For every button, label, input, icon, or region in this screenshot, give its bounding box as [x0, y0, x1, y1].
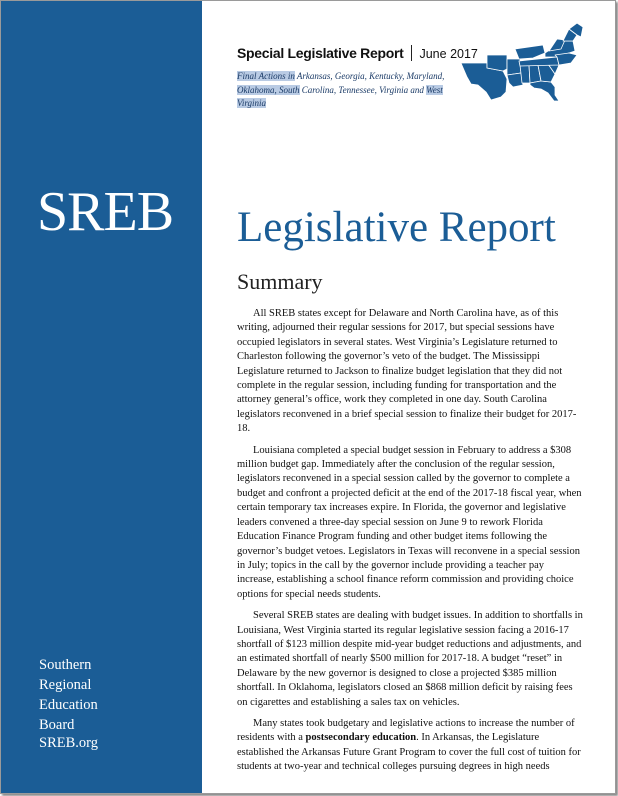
- paragraph: [237, 717, 583, 775]
- paragraph-text: Many states took budgetary and legislative actions to increase the number of residents with a: [237, 717, 575, 744]
- highlighted-text: Oklahoma, South: [237, 84, 300, 95]
- paragraph: Louisiana completed a special budget session in February to address a $308 million budget gap. Immediately after the conclusion of the regular session, legislators reconvened in a special session called by the governor to complete a budget and confront a projected deficit at the end of the 2017-18 fiscal year, when certain temporary tax increases expire. In Florida, the governor and legislative leaders convened a three-day special session on June 9 to rework Florida Education Finance Program funding and other budget items following the governor’s budget vetoes. Legislators in Texas will reconvene in a special session in July; topics in the call by the governor include providing a teacher pay increase, establishing a school finance reform commission and providing choice options for special needs students.: [237, 444, 582, 600]
- website-link[interactable]: SREB.org: [39, 735, 98, 751]
- southern-states-map-icon: [459, 19, 587, 101]
- paragraph: Several SREB states are dealing with budget issues. In addition to shortfalls in Louisiana, West Virginia started its regular legislative session facing a 2016-17 shortfall of $123 million despite mid-year budget reductions and adjustments, and an estimated shortfall of nearly $500 million for 2017-18. A budget “reset” in Delaware by the new governor is designed to close a projected $385 million shortfall. In Oklahoma, legislators closed an $868 million deficit by raising fees on cigarettes and establishing a sales tax on vehicles.: [237, 610, 583, 708]
- highlighted-text: West Virginia: [237, 84, 443, 108]
- paragraph: All SREB states except for Delaware and North Carolina have, as of this writing, adjourned their regular sessions for 2017, but special sessions have occupied legislators in several states. West Virginia’s Legislature returned to Charleston following the governor’s veto of the budget. The Mississippi Legislature returned to Jackson to finalize budget legislation that they did not complete in the regular session, including funding for transportation and the attorney general’s office, work they completed in one day. South Carolina legislators reconvened in a brief special session to finalize their budget for 2017-18.: [237, 308, 577, 435]
- report-date: June 2017: [419, 47, 478, 61]
- emphasis-text: postsecondary education: [305, 732, 417, 744]
- header-divider: [411, 45, 412, 61]
- section-heading: Summary: [237, 269, 323, 294]
- sidebar: [1, 1, 202, 793]
- organization-name: [39, 655, 98, 735]
- org-name-line: Southern: [39, 657, 92, 673]
- org-name-line: Regional: [39, 677, 92, 693]
- sreb-logo: SREB: [37, 181, 174, 243]
- paragraph-text: . In Arkansas, the Legislature established the Arkansas Future Grant Program to cover the full cost of tuition for students at two-year and technical colleges pursuing degrees in high needs: [237, 732, 581, 773]
- org-name-line: Board: [39, 717, 75, 733]
- report-type-title: Special Legislative Report: [237, 45, 404, 61]
- states-text: Arkansas, Georgia, Kentucky, Maryland,: [294, 71, 445, 81]
- page-title: Legislative Report: [237, 204, 556, 251]
- states-covered: [237, 70, 457, 111]
- highlighted-text: Final Actions in: [237, 71, 295, 81]
- summary-body: [237, 307, 583, 775]
- org-name-line: Education: [39, 697, 98, 713]
- report-header: [237, 45, 478, 63]
- states-text: Carolina, Tennessee, Virginia and: [299, 84, 427, 95]
